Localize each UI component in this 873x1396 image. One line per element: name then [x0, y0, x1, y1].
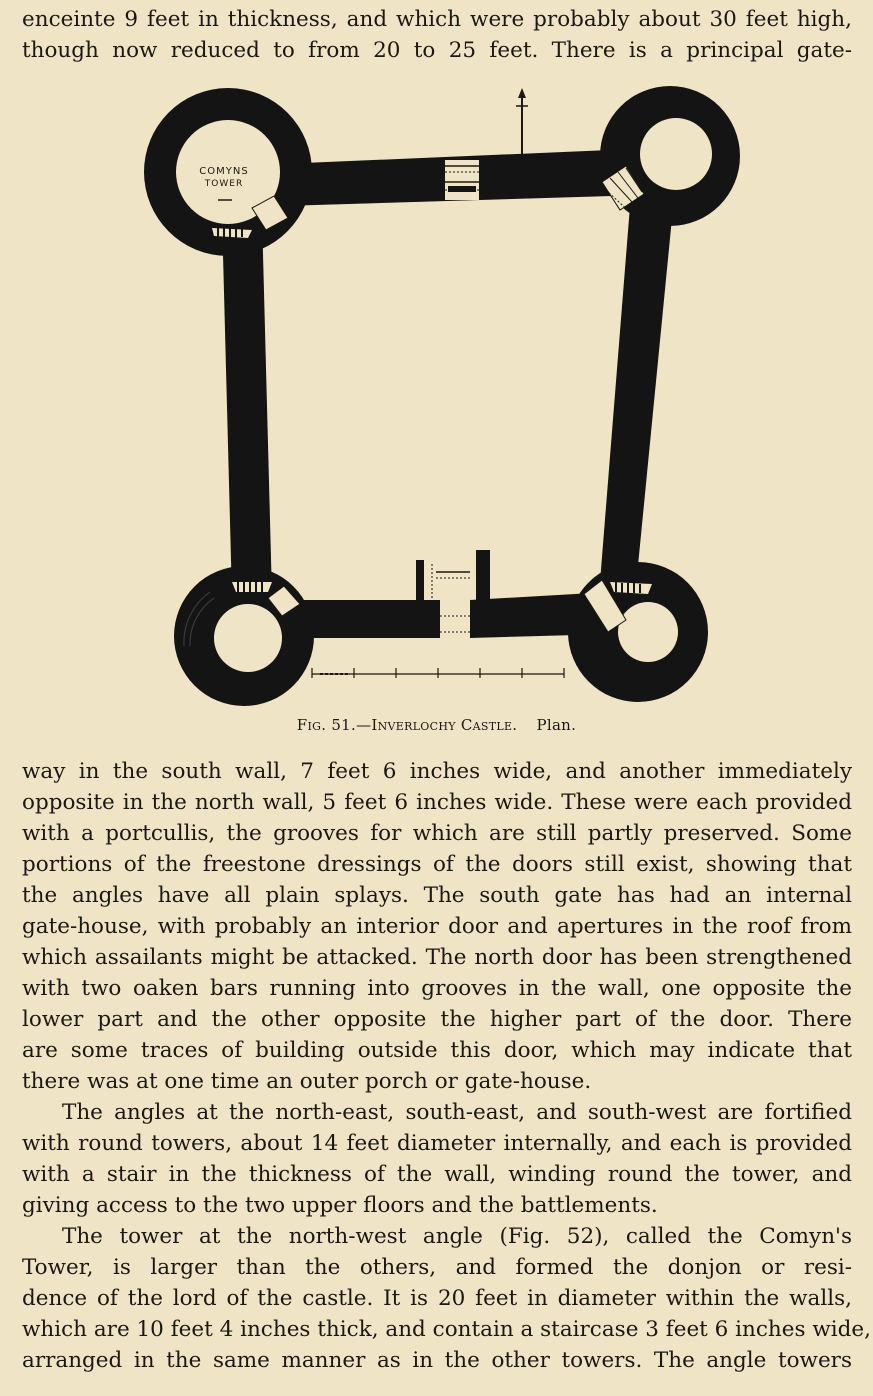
- text-line: with a stair in the thickness of the wall, winding round the tower, and: [22, 1162, 852, 1187]
- castle-plan-figure: [140, 86, 750, 712]
- text-line: though now reduced to from 20 to 25 feet. There is a principal gate-: [22, 38, 852, 63]
- text-line: with two oaken bars running into grooves in the wall, one opposite the: [22, 976, 852, 1001]
- text-line: with a portcullis, the grooves for which are still partly preserved. Some: [22, 821, 852, 846]
- text-line: with round towers, about 14 feet diameter internally, and each is provided: [22, 1131, 852, 1156]
- text-line: enceinte 9 feet in thickness, and which were probably about 30 feet high,: [22, 7, 852, 32]
- north-gate: [445, 160, 479, 200]
- figure-label: Fig. 51.—Inverlochy Castle.: [296, 716, 518, 734]
- text-line: portions of the freestone dressings of the doors still exist, showing that: [22, 852, 852, 877]
- tower-label-line1: COMYNS: [199, 166, 249, 177]
- northeast-tower: [600, 86, 740, 226]
- text-line: there was at one time an outer porch or gate-house.: [22, 1069, 592, 1094]
- scale-bar: [312, 668, 564, 678]
- text-line: the angles have all plain splays. The south gate has had an internal: [22, 883, 852, 908]
- text-line: which assailants might be attacked. The north door has been strengthened: [22, 945, 852, 970]
- text-line: are some traces of building outside this door, which may indicate that: [22, 1038, 852, 1063]
- text-line: The tower at the north-west angle (Fig. 52), called the Comyn's: [62, 1224, 852, 1249]
- text-line: which are 10 feet 4 inches thick, and contain a staircase 3 feet 6 inches wide,: [22, 1317, 871, 1342]
- southeast-tower: [568, 562, 708, 702]
- comyns-tower: [144, 88, 312, 256]
- text-line: lower part and the other opposite the higher part of the door. There: [22, 1007, 852, 1032]
- figure-plan-label: Plan.: [536, 716, 577, 734]
- text-line: way in the south wall, 7 feet 6 inches wide, and another immediately: [22, 759, 852, 784]
- tower-label-line2: TOWER: [204, 179, 244, 189]
- southwest-tower: [174, 566, 314, 706]
- body-paragraphs: [22, 756, 871, 1376]
- figure-caption: [0, 716, 873, 734]
- text-line: dence of the lord of the castle. It is 20 feet in diameter within the walls,: [22, 1286, 852, 1311]
- text-line: opposite in the north wall, 5 feet 6 inches wide. These were each provided: [22, 790, 852, 815]
- north-arrow-icon: [516, 88, 528, 154]
- text-line: giving access to the two upper floors and the battlements.: [22, 1193, 658, 1218]
- top-paragraph: [22, 4, 852, 66]
- text-line: The angles at the north-east, south-east, and south-west are fortified: [62, 1100, 852, 1125]
- text-line: arranged in the same manner as in the other towers. The angle towers: [22, 1348, 852, 1373]
- text-line: gate-house, with probably an interior door and apertures in the roof from: [22, 914, 852, 939]
- text-line: Tower, is larger than the others, and formed the donjon or resi-: [22, 1255, 852, 1280]
